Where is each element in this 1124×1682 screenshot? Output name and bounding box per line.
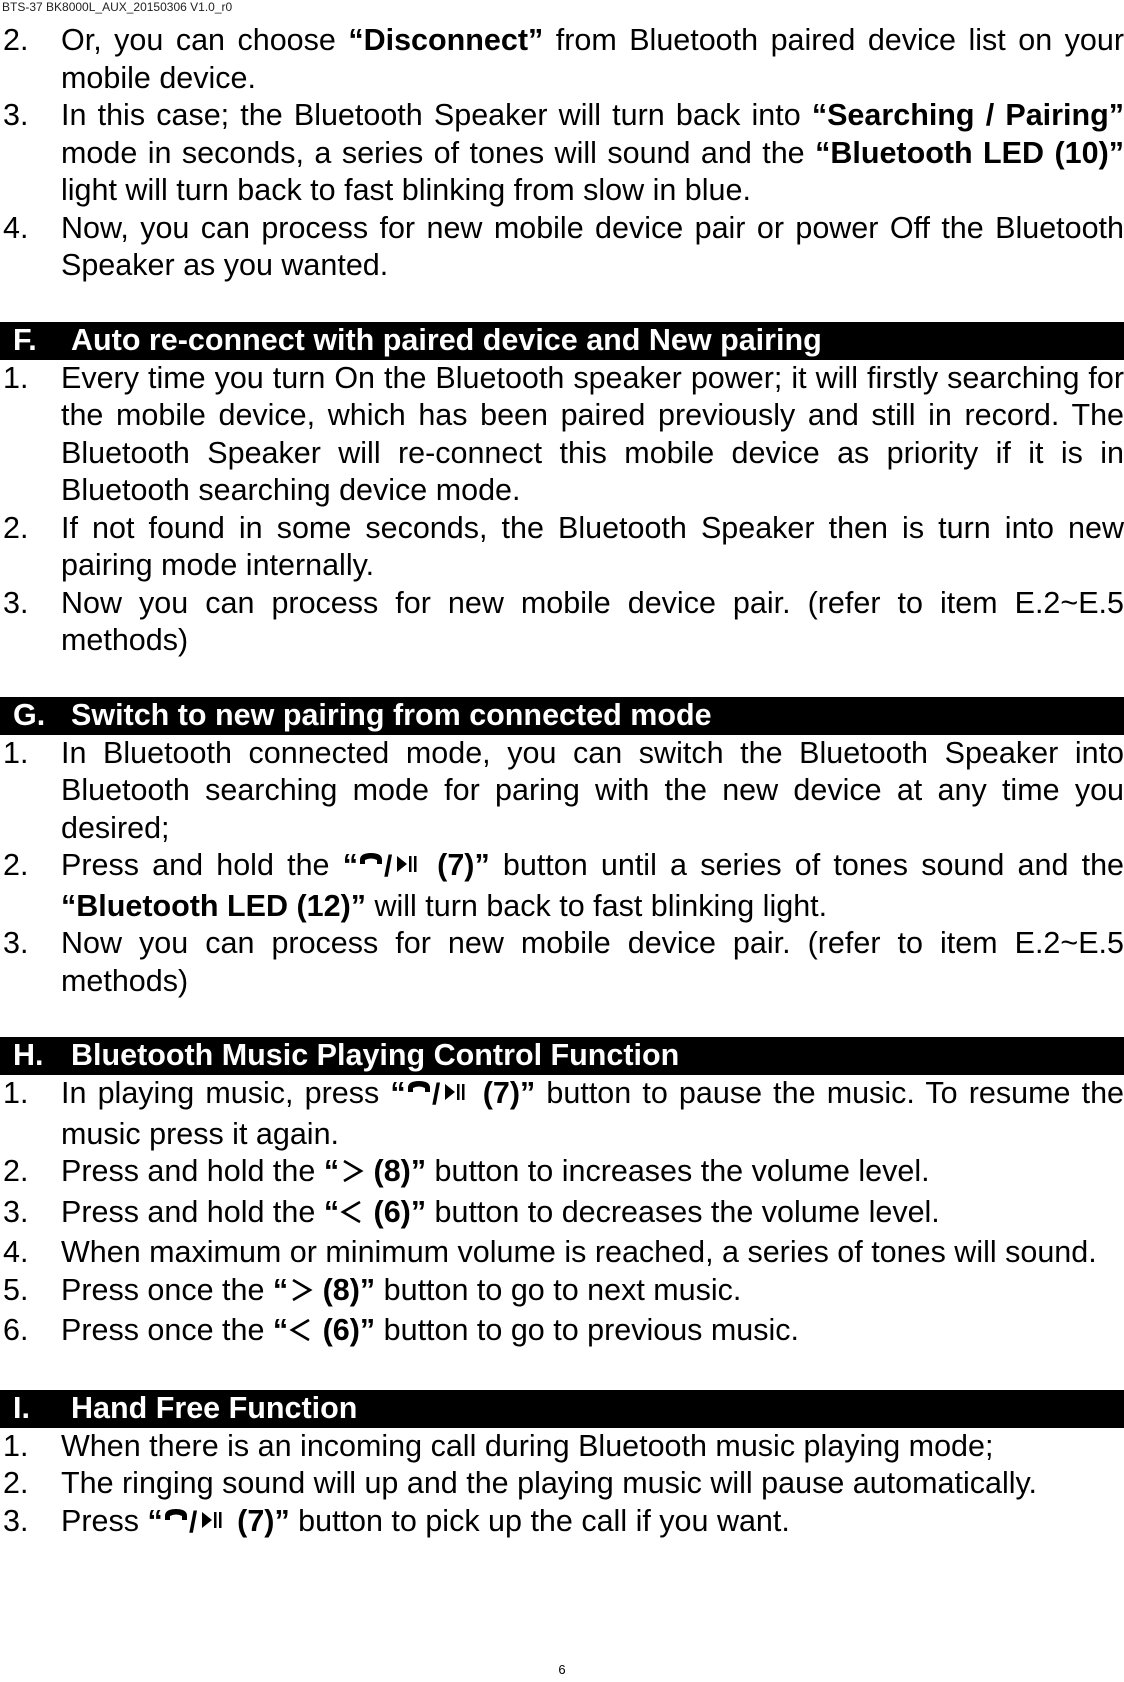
list-item: 2. Press and hold the “ / (7)” button until a series of tones sound and the “Bluetooth LED (12)” will turn back to fast blinking light.: [3, 848, 1124, 923]
list-item: 4. When maximum or minimum volume is reached, a series of tones will sound.: [3, 1235, 1097, 1269]
section-heading: F. Auto re-connect with paired device and New pairing: [0, 322, 1124, 360]
section-f: [0, 322, 1124, 660]
section-heading: G. Switch to new pairing from connected mode: [0, 697, 1124, 735]
phone-play-pause-icon: [358, 850, 424, 888]
list-item: 3. Now you can process for new mobile device pair. (refer to item E.2~E.5 methods): [3, 585, 1124, 657]
list-item: 1. Every time you turn On the Bluetooth speaker power; it will firstly searching for the mobile device, which has been paired previously and still in record. The Bluetooth Speaker will re-connect this mobile device as priority if it is in Bluetooth searching device mode.: [3, 360, 1124, 507]
section-h: [0, 1037, 1124, 1353]
chevron-right-icon: [288, 1275, 314, 1313]
page-number: 6: [558, 1662, 566, 1677]
chevron-left-icon: [339, 1197, 365, 1235]
list-item: 2. Or, you can choose “Disconnect” from Bluetooth paired device list on your mobile device.: [3, 23, 1124, 95]
list-item: 1. In Bluetooth connected mode, you can switch the Bluetooth Speaker into Bluetooth searching mode for paring with the new device at any time you desired;: [3, 735, 1124, 845]
document-id-header: BTS-37 BK8000L_AUX_20150306 V1.0_r0: [2, 0, 233, 14]
svg-text:/: /: [383, 850, 393, 878]
svg-text:/: /: [431, 1078, 440, 1106]
list-item: 2. If not found in some seconds, the Bluetooth Speaker then is turn into new pairing mode internally.: [3, 510, 1124, 582]
list-item: 1. When there is an incoming call during Bluetooth music playing mode;: [3, 1428, 994, 1463]
section-heading: H. Bluetooth Music Playing Control Function: [0, 1037, 1124, 1075]
phone-play-pause-icon: [163, 1506, 229, 1544]
list-item: 3. Now you can process for new mobile device pair. (refer to item E.2~E.5 methods): [3, 926, 1124, 998]
list-item: 4. Now, you can process for new mobile device pair or power Off the Bluetooth Speaker as you wanted.: [3, 210, 1124, 282]
chevron-left-icon: [288, 1315, 314, 1353]
section-e-continuation: [0, 22, 1124, 285]
list-item: 3. Press “ / (7)” button to pick up the call if you want.: [0, 1503, 1124, 1544]
phone-play-pause-icon: [406, 1078, 472, 1116]
list-item: 5. Press once the “ (8)” button to go to next music.: [0, 1272, 1124, 1313]
section-heading: I. Hand Free Function: [0, 1390, 1124, 1428]
list-item: 2. The ringing sound will up and the playing music will pause automatically.: [3, 1466, 1037, 1500]
list-item: 3. Press and hold the “ (6)” button to decreases the volume level.: [0, 1194, 1124, 1235]
chevron-right-icon: [339, 1156, 365, 1194]
list-item: 1. In playing music, press “ / (7)” button to pause the music. To resume the music press it again.: [3, 1076, 1124, 1151]
list-item: 2. Press and hold the “ (8)” button to increases the volume level.: [0, 1153, 1124, 1194]
list-item: 3. In this case; the Bluetooth Speaker will turn back into “Searching / Pairing” mode in seconds, a series of tones will sound and the “Bluetooth LED (10)” light will turn back to fast blinking from slow in blue.: [3, 98, 1124, 207]
section-g: [0, 697, 1124, 1001]
manual-page-content: [0, 22, 1124, 1543]
svg-text:/: /: [188, 1505, 198, 1534]
section-i: [0, 1390, 1124, 1544]
list-item: 6. Press once the “ (6)” button to go to previous music.: [0, 1312, 1124, 1353]
